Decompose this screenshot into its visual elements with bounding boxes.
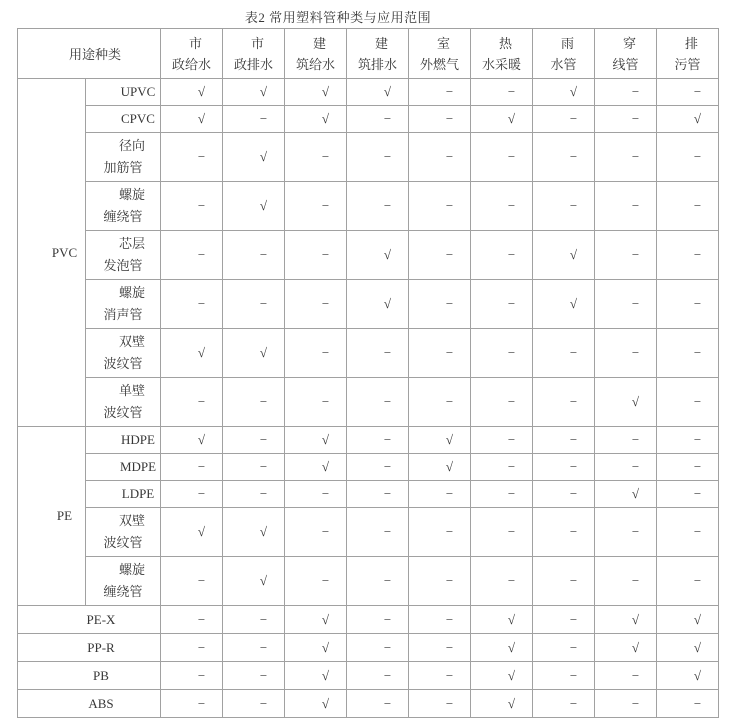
dash-mark-cell: − xyxy=(409,634,471,662)
dash-mark-cell: − xyxy=(409,690,471,718)
table-row xyxy=(18,454,719,481)
column-header xyxy=(223,29,285,79)
dash-mark-cell: − xyxy=(595,106,657,133)
check-mark-cell: √ xyxy=(657,606,719,634)
check-mark-cell: √ xyxy=(285,690,347,718)
dash-mark-cell: − xyxy=(533,557,595,606)
column-header-line-1: 排 xyxy=(684,35,698,51)
type-label-line: 发泡管 xyxy=(103,258,143,273)
dash-mark-cell: − xyxy=(161,606,223,634)
check-mark-cell: √ xyxy=(471,606,533,634)
dash-mark-cell: − xyxy=(533,378,595,427)
type-label-line: MDPE xyxy=(119,459,157,474)
check-mark-cell: √ xyxy=(595,378,657,427)
dash-mark-cell: − xyxy=(533,606,595,634)
dash-mark-cell: − xyxy=(657,481,719,508)
dash-mark-cell: − xyxy=(347,690,409,718)
dash-mark-cell: − xyxy=(657,329,719,378)
type-label-line: LDPE xyxy=(121,486,155,501)
table-row xyxy=(18,662,719,690)
column-header xyxy=(285,29,347,79)
dash-mark-cell: − xyxy=(533,662,595,690)
type-label-line: 螺旋 xyxy=(118,285,145,300)
column-header-line-1: 穿 xyxy=(622,35,636,51)
dash-mark-cell: − xyxy=(595,508,657,557)
dash-mark-cell: − xyxy=(223,280,285,329)
column-header-line-1: 建 xyxy=(312,35,326,51)
dash-mark-cell: − xyxy=(657,79,719,106)
footer-label-pb: PB xyxy=(18,662,161,690)
type-label xyxy=(86,508,161,557)
dash-mark-cell: − xyxy=(161,634,223,662)
dash-mark-cell: − xyxy=(223,106,285,133)
type-label-line: 消声管 xyxy=(103,307,143,322)
type-label-line: 螺旋 xyxy=(118,187,145,202)
column-header xyxy=(533,29,595,79)
check-mark-cell: √ xyxy=(533,280,595,329)
dash-mark-cell: − xyxy=(595,182,657,231)
dash-mark-cell: − xyxy=(409,329,471,378)
dash-mark-cell: − xyxy=(409,133,471,182)
dash-mark-cell: − xyxy=(533,427,595,454)
dash-mark-cell: − xyxy=(533,182,595,231)
type-label xyxy=(86,280,161,329)
dash-mark-cell: − xyxy=(285,329,347,378)
dash-mark-cell: − xyxy=(161,280,223,329)
check-mark-cell: √ xyxy=(223,329,285,378)
dash-mark-cell: − xyxy=(409,182,471,231)
dash-mark-cell: − xyxy=(161,662,223,690)
dash-mark-cell: − xyxy=(161,454,223,481)
dash-mark-cell: − xyxy=(657,508,719,557)
dash-mark-cell: − xyxy=(347,427,409,454)
check-mark-cell: √ xyxy=(161,79,223,106)
dash-mark-cell: − xyxy=(285,133,347,182)
type-label-line: 缠绕管 xyxy=(103,209,143,224)
column-header xyxy=(161,29,223,79)
column-header-line-2: 水管 xyxy=(550,56,577,72)
dash-mark-cell: − xyxy=(409,106,471,133)
table-row xyxy=(18,378,719,427)
table-row xyxy=(18,280,719,329)
check-mark-cell: √ xyxy=(223,182,285,231)
dash-mark-cell: − xyxy=(657,427,719,454)
dash-mark-cell: − xyxy=(161,557,223,606)
table-row xyxy=(18,427,719,454)
table-row xyxy=(18,557,719,606)
type-label xyxy=(86,329,161,378)
footer-label-pp-r: PP-R xyxy=(18,634,161,662)
dash-mark-cell: − xyxy=(533,634,595,662)
table-row xyxy=(18,133,719,182)
dash-mark-cell: − xyxy=(161,133,223,182)
dash-mark-cell: − xyxy=(161,182,223,231)
dash-mark-cell: − xyxy=(347,634,409,662)
dash-mark-cell: − xyxy=(471,427,533,454)
type-label-line: UPVC xyxy=(120,84,156,99)
dash-mark-cell: − xyxy=(533,481,595,508)
dash-mark-cell: − xyxy=(533,690,595,718)
dash-mark-cell: − xyxy=(285,280,347,329)
dash-mark-cell: − xyxy=(657,133,719,182)
dash-mark-cell: − xyxy=(533,454,595,481)
type-label-line: 单壁 xyxy=(118,383,145,398)
check-mark-cell: √ xyxy=(347,231,409,280)
dash-mark-cell: − xyxy=(657,182,719,231)
column-header-line-2: 水采暖 xyxy=(481,56,521,72)
pipe-table xyxy=(17,28,719,718)
type-label xyxy=(86,454,161,481)
check-mark-cell: √ xyxy=(161,427,223,454)
type-label xyxy=(86,106,161,133)
type-label-line: 双壁 xyxy=(118,334,145,349)
type-label-line: 芯层 xyxy=(118,236,145,251)
dash-mark-cell: − xyxy=(347,557,409,606)
group-label-pe xyxy=(18,427,86,606)
dash-mark-cell: − xyxy=(347,133,409,182)
dash-mark-cell: − xyxy=(409,606,471,634)
check-mark-cell: √ xyxy=(285,79,347,106)
check-mark-cell: √ xyxy=(161,329,223,378)
dash-mark-cell: − xyxy=(595,557,657,606)
type-label-line: HDPE xyxy=(121,432,155,447)
dash-mark-cell: − xyxy=(161,231,223,280)
column-header-line-1: 室 xyxy=(436,35,450,51)
check-mark-cell: √ xyxy=(285,634,347,662)
dash-mark-cell: − xyxy=(471,508,533,557)
footer-label-abs: ABS xyxy=(18,690,161,718)
dash-mark-cell: − xyxy=(657,557,719,606)
dash-mark-cell: − xyxy=(285,508,347,557)
check-mark-cell: √ xyxy=(285,427,347,454)
dash-mark-cell: − xyxy=(223,454,285,481)
table-body xyxy=(18,79,719,718)
check-mark-cell: √ xyxy=(471,634,533,662)
check-mark-cell: √ xyxy=(285,662,347,690)
column-header-line-1: 市 xyxy=(250,35,264,51)
dash-mark-cell: − xyxy=(657,378,719,427)
dash-mark-cell: − xyxy=(409,481,471,508)
group-label-text: PVC xyxy=(51,244,78,260)
check-mark-cell: √ xyxy=(409,454,471,481)
dash-mark-cell: − xyxy=(595,690,657,718)
dash-mark-cell: − xyxy=(595,454,657,481)
check-mark-cell: √ xyxy=(533,231,595,280)
dash-mark-cell: − xyxy=(285,182,347,231)
dash-mark-cell: − xyxy=(161,481,223,508)
column-header-line-1: 雨 xyxy=(560,35,574,51)
check-mark-cell: √ xyxy=(223,557,285,606)
check-mark-cell: √ xyxy=(347,280,409,329)
dash-mark-cell: − xyxy=(347,606,409,634)
dash-mark-cell: − xyxy=(409,557,471,606)
dash-mark-cell: − xyxy=(223,662,285,690)
dash-mark-cell: − xyxy=(471,481,533,508)
column-header-line-2: 筑给水 xyxy=(295,56,335,72)
dash-mark-cell: − xyxy=(595,280,657,329)
dash-mark-cell: − xyxy=(409,662,471,690)
dash-mark-cell: − xyxy=(657,231,719,280)
type-label xyxy=(86,79,161,106)
dash-mark-cell: − xyxy=(595,427,657,454)
column-header-line-2: 线管 xyxy=(612,56,639,72)
type-label-line: 加筋管 xyxy=(103,160,143,175)
column-header-line-1: 市 xyxy=(188,35,202,51)
corner-header-usage-type: 用途种类 xyxy=(18,29,161,79)
type-label xyxy=(86,427,161,454)
dash-mark-cell: − xyxy=(285,378,347,427)
dash-mark-cell: − xyxy=(223,378,285,427)
table-header xyxy=(18,29,719,79)
dash-mark-cell: − xyxy=(285,481,347,508)
check-mark-cell: √ xyxy=(533,79,595,106)
dash-mark-cell: − xyxy=(347,481,409,508)
column-header-line-2: 污管 xyxy=(674,56,701,72)
dash-mark-cell: − xyxy=(533,106,595,133)
type-label xyxy=(86,378,161,427)
type-label xyxy=(86,557,161,606)
type-label-line: 缠绕管 xyxy=(103,584,143,599)
check-mark-cell: √ xyxy=(161,106,223,133)
dash-mark-cell: − xyxy=(223,690,285,718)
table-row xyxy=(18,79,719,106)
type-label-line: 径向 xyxy=(118,138,145,153)
dash-mark-cell: − xyxy=(223,427,285,454)
dash-mark-cell: − xyxy=(347,106,409,133)
dash-mark-cell: − xyxy=(471,182,533,231)
dash-mark-cell: − xyxy=(223,481,285,508)
dash-mark-cell: − xyxy=(595,329,657,378)
dash-mark-cell: − xyxy=(471,133,533,182)
group-label-text: PE xyxy=(56,508,73,523)
dash-mark-cell: − xyxy=(347,508,409,557)
type-label xyxy=(86,231,161,280)
dash-mark-cell: − xyxy=(595,231,657,280)
column-header xyxy=(347,29,409,79)
dash-mark-cell: − xyxy=(285,231,347,280)
check-mark-cell: √ xyxy=(409,427,471,454)
dash-mark-cell: − xyxy=(595,79,657,106)
type-label-line: 波纹管 xyxy=(103,405,143,420)
table-title: 表2 常用塑料管种类与应用范围 xyxy=(244,10,432,25)
check-mark-cell: √ xyxy=(657,634,719,662)
check-mark-cell: √ xyxy=(285,454,347,481)
check-mark-cell: √ xyxy=(285,106,347,133)
table-row xyxy=(18,481,719,508)
dash-mark-cell: − xyxy=(347,454,409,481)
column-header-line-2: 筑排水 xyxy=(357,56,397,72)
table-row xyxy=(18,690,719,718)
column-header xyxy=(409,29,471,79)
dash-mark-cell: − xyxy=(223,606,285,634)
check-mark-cell: √ xyxy=(595,481,657,508)
check-mark-cell: √ xyxy=(223,508,285,557)
dash-mark-cell: − xyxy=(409,280,471,329)
type-label-line: 波纹管 xyxy=(103,356,143,371)
dash-mark-cell: − xyxy=(347,378,409,427)
dash-mark-cell: − xyxy=(657,280,719,329)
column-header-line-2: 政给水 xyxy=(171,56,211,72)
dash-mark-cell: − xyxy=(657,690,719,718)
column-header-line-1: 建 xyxy=(374,35,388,51)
table-row xyxy=(18,182,719,231)
type-label-line: 波纹管 xyxy=(103,535,143,550)
check-mark-cell: √ xyxy=(657,106,719,133)
dash-mark-cell: − xyxy=(471,378,533,427)
check-mark-cell: √ xyxy=(161,508,223,557)
table-row xyxy=(18,508,719,557)
table-row xyxy=(18,329,719,378)
dash-mark-cell: − xyxy=(471,231,533,280)
dash-mark-cell: − xyxy=(533,133,595,182)
column-header-line-2: 外燃气 xyxy=(419,56,459,72)
column-header-line-2: 政排水 xyxy=(233,56,273,72)
dash-mark-cell: − xyxy=(347,662,409,690)
check-mark-cell: √ xyxy=(471,106,533,133)
dash-mark-cell: − xyxy=(409,508,471,557)
column-header-line-1: 热 xyxy=(498,35,512,51)
type-label-line: 双壁 xyxy=(118,513,145,528)
type-label xyxy=(86,481,161,508)
dash-mark-cell: − xyxy=(533,508,595,557)
dash-mark-cell: − xyxy=(533,329,595,378)
type-label-line: CPVC xyxy=(121,111,155,126)
table-row xyxy=(18,231,719,280)
dash-mark-cell: − xyxy=(471,454,533,481)
check-mark-cell: √ xyxy=(347,79,409,106)
dash-mark-cell: − xyxy=(223,231,285,280)
check-mark-cell: √ xyxy=(471,662,533,690)
dash-mark-cell: − xyxy=(595,662,657,690)
table-row xyxy=(18,606,719,634)
dash-mark-cell: − xyxy=(471,557,533,606)
check-mark-cell: √ xyxy=(657,662,719,690)
check-mark-cell: √ xyxy=(223,133,285,182)
table-row xyxy=(18,106,719,133)
dash-mark-cell: − xyxy=(285,557,347,606)
dash-mark-cell: − xyxy=(409,231,471,280)
column-header xyxy=(595,29,657,79)
type-label xyxy=(86,133,161,182)
dash-mark-cell: − xyxy=(409,79,471,106)
check-mark-cell: √ xyxy=(223,79,285,106)
dash-mark-cell: − xyxy=(161,690,223,718)
dash-mark-cell: − xyxy=(471,79,533,106)
dash-mark-cell: − xyxy=(657,454,719,481)
dash-mark-cell: − xyxy=(595,133,657,182)
table-row xyxy=(18,634,719,662)
type-label-line: 螺旋 xyxy=(118,562,145,577)
column-header xyxy=(657,29,719,79)
footer-label-pe-x: PE-X xyxy=(18,606,161,634)
dash-mark-cell: − xyxy=(161,378,223,427)
dash-mark-cell: − xyxy=(223,634,285,662)
dash-mark-cell: − xyxy=(471,280,533,329)
group-label-pvc xyxy=(18,79,86,427)
dash-mark-cell: − xyxy=(347,329,409,378)
check-mark-cell: √ xyxy=(285,606,347,634)
column-header xyxy=(471,29,533,79)
dash-mark-cell: − xyxy=(347,182,409,231)
check-mark-cell: √ xyxy=(471,690,533,718)
dash-mark-cell: − xyxy=(471,329,533,378)
check-mark-cell: √ xyxy=(595,606,657,634)
check-mark-cell: √ xyxy=(595,634,657,662)
header-row xyxy=(18,29,719,79)
type-label xyxy=(86,182,161,231)
dash-mark-cell: − xyxy=(409,378,471,427)
